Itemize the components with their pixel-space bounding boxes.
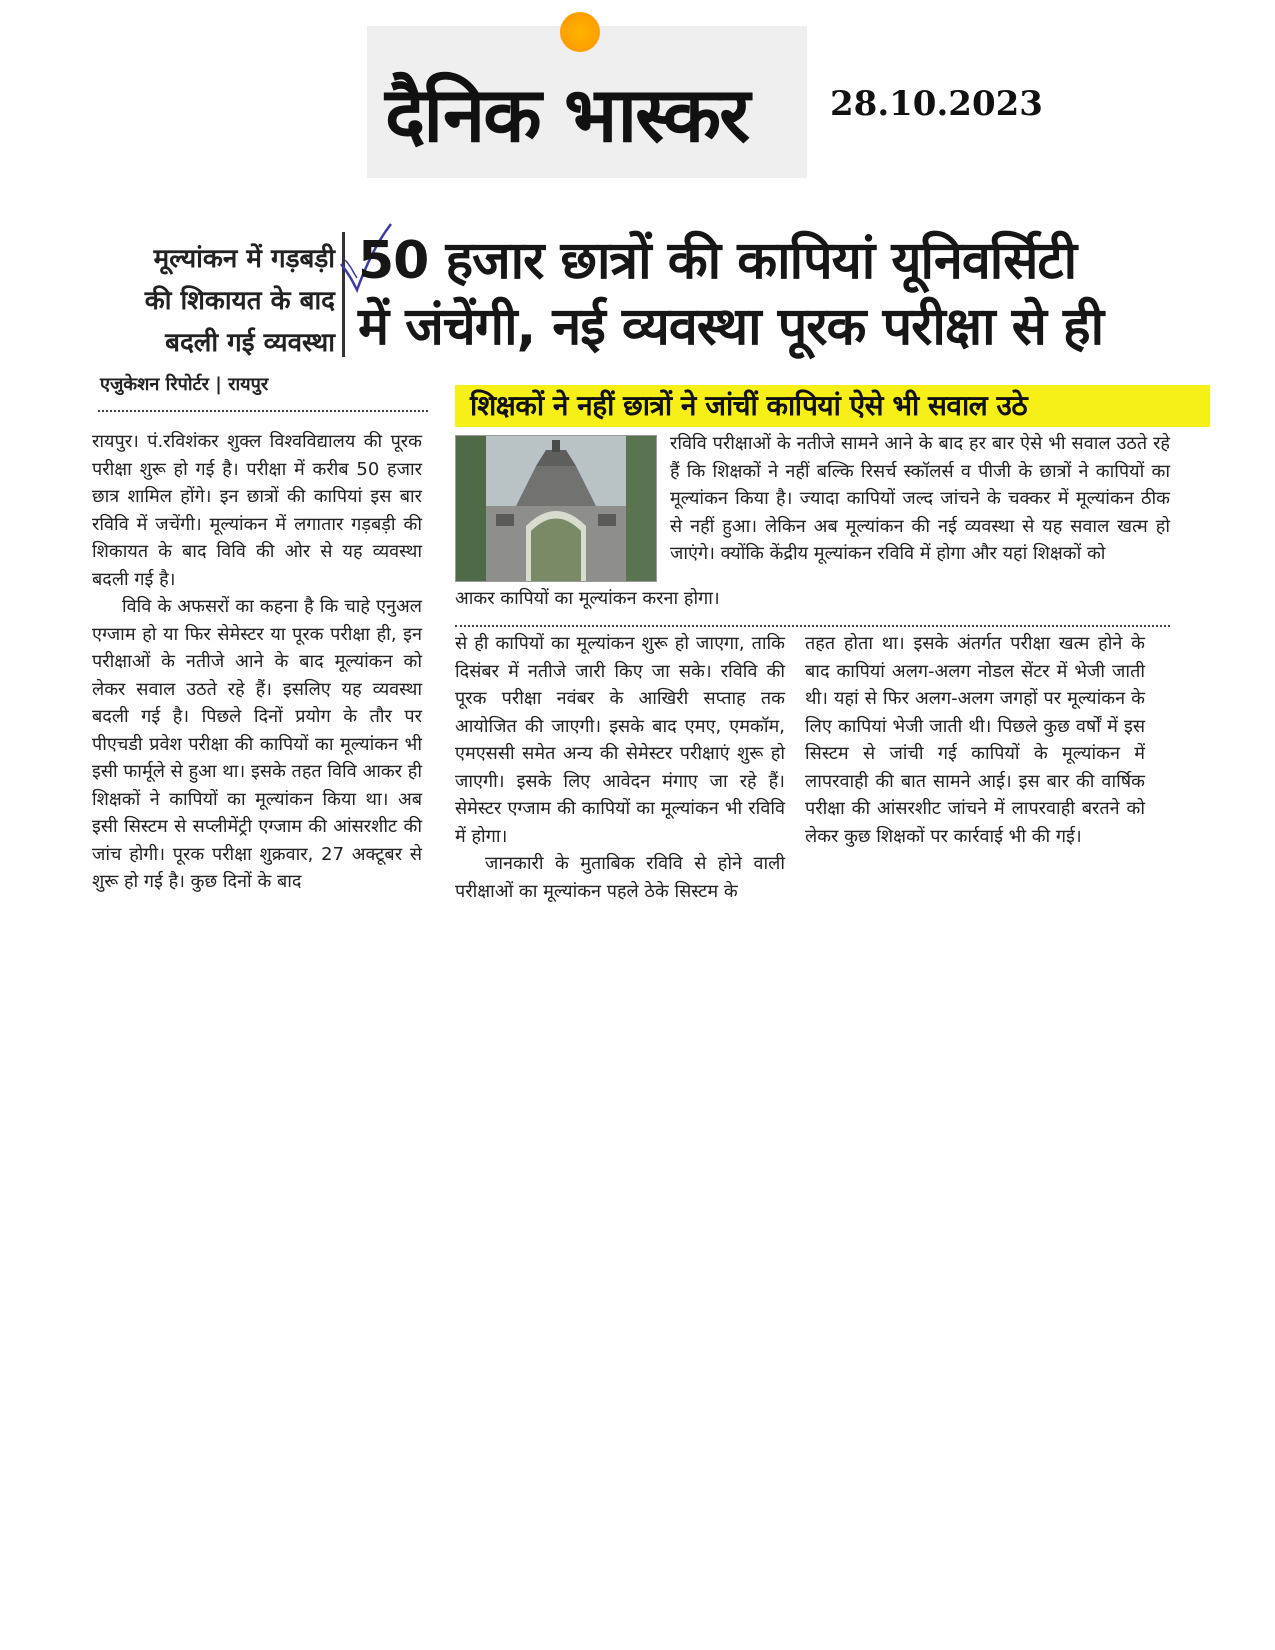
sun-logo-icon [548, 8, 612, 52]
publication-date: 28.10.2023 [830, 84, 1043, 124]
byline [100, 372, 268, 396]
column-left [92, 428, 422, 896]
box-divider [455, 625, 1170, 627]
headline-line-1: 50 हजार छात्रों की कापियां यूनिवर्सिटी [358, 231, 1077, 291]
box-text-end: आकर कापियों का मूल्यांकन करना होगा। [455, 588, 720, 609]
byline-city: रायपुर [228, 374, 269, 395]
news-clipping [80, 220, 1170, 960]
box-subhead: शिक्षकों ने नहीं छात्रों ने जांचीं कापियां ऐसे भी सवाल उठे [470, 389, 1028, 422]
col-left-para-2: विवि के अफसरों का कहना है कि चाहे एनुअल एग्जाम हो या फिर सेमेस्टर या पूरक परीक्षा ही, इन परीक्षाओं के नतीजे आने के बाद मूल्यांकन को लेकर सवाल उठते रहे हैं। इसलिए यह व्यवस्था बदली गई है। पिछले दिनों प्रयोग के तौर पर पीएचडी प्रवेश परीक्षा की कापियों का मूल्यांकन भी इसी फार्मूले से हुआ था। इसके तहत विवि आकर ही शिक्षकों ने कापियों का मूल्यांकन किया था। अब इसी सिस्टम से सप्लीमेंट्री एग्जाम की आंसरशीट की जांच होगी। पूरक परीक्षा शुक्रवार, 27 अक्टूबर से शुरू हो गई है। कुछ दिनों के बाद [92, 596, 422, 892]
article-headline [358, 228, 1158, 360]
byline-divider [98, 410, 428, 412]
col-right-para-1: तहत होता था। इसके अंतर्गत परीक्षा खत्म होने के बाद कापियां अलग-अलग नोडल सेंटर में भेजी जाती थी। यहां से फिर अलग-अलग जगहों पर मूल्यांकन के लिए कापियां भेजी जाती थी। पिछले कुछ वर्षों में इस सिस्टम से जांची गई कापियों के मूल्यांकन में लापरवाही की बात सामने आई। इस बार की वार्षिक परीक्षा की आंसरशीट जांचने में लापरवाही बरतने को लेकर कुछ शिक्षकों पर कार्रवाई भी की गई। [805, 633, 1145, 847]
col-mid-para-1: से ही कापियों का मूल्यांकन शुरू हो जाएगा, ताकि दिसंबर में नतीजे जारी किए जा सके। रविवि की पूरक परीक्षा नवंबर के आखिरी सप्ताह तक आयोजित की जाएगी। इसके बाद एमए, एमकॉम, एमएससी समेत अन्य की सेमेस्टर परीक्षाएं शुरू हो जाएगी। इसके लिए आवेदन मंगाए जा रहे हैं। सेमेस्टर एग्जाम की कापियों का मूल्यांकन भी रविवि में होगा। [455, 633, 785, 847]
column-middle [455, 630, 785, 905]
col-mid-para-2: जानकारी के मुताबिक रविवि से होने वाली परीक्षाओं का मूल्यांकन पहले ठेके सिस्टम के [455, 853, 785, 902]
kicker-line-3: बदली गई व्यवस्था [165, 328, 335, 358]
box-text: रविवि परीक्षाओं के नतीजे सामने आने के बाद हर बार ऐसे भी सवाल उठते रहे हैं कि शिक्षकों ने नहीं बल्कि रिसर्च स्कॉलर्स व पीजी के छात्रों ने कापियों का मूल्यांकन किया है। ज्यादा कापियों जल्द जांचने के चक्कर में मूल्यांकन ठीक से नहीं हुआ। लेकिन अब मूल्यांकन की नई व्यवस्था से यह सवाल खत्म हो जाएंगे। क्योंकि केंद्रीय मूल्यांकन रविवि में होगा और यहां शिक्षकों को [670, 433, 1170, 564]
newspaper-logo: दैनिक भास्कर [385, 70, 749, 159]
byline-reporter: एजुकेशन रिपोर्टर [100, 374, 209, 395]
column-right [805, 630, 1145, 850]
university-gate-photo [455, 435, 657, 582]
byline-separator: | [215, 374, 222, 395]
headline-line-2: में जंचेंगी, नई व्यवस्था पूरक परीक्षा से ही [358, 297, 1104, 357]
col-left-para-1: रायपुर। पं.रविशंकर शुक्ल विश्वविद्यालय की पूरक परीक्षा शुरू हो गई है। परीक्षा में करीब 50 हजार छात्र शामिल होंगे। इन छात्रों की कापियां इस बार रविवि में जचेंगी। मूल्यांकन में लगातार गड़बड़ी की शिकायत के बाद विवि की ओर से यह व्यवस्था बदली गई है। [92, 431, 422, 590]
kicker-line-1: मूल्यांकन में गड़बड़ी [153, 244, 335, 274]
kicker-line-2: की शिकायत के बाद [144, 286, 335, 316]
article-kicker [80, 238, 335, 364]
